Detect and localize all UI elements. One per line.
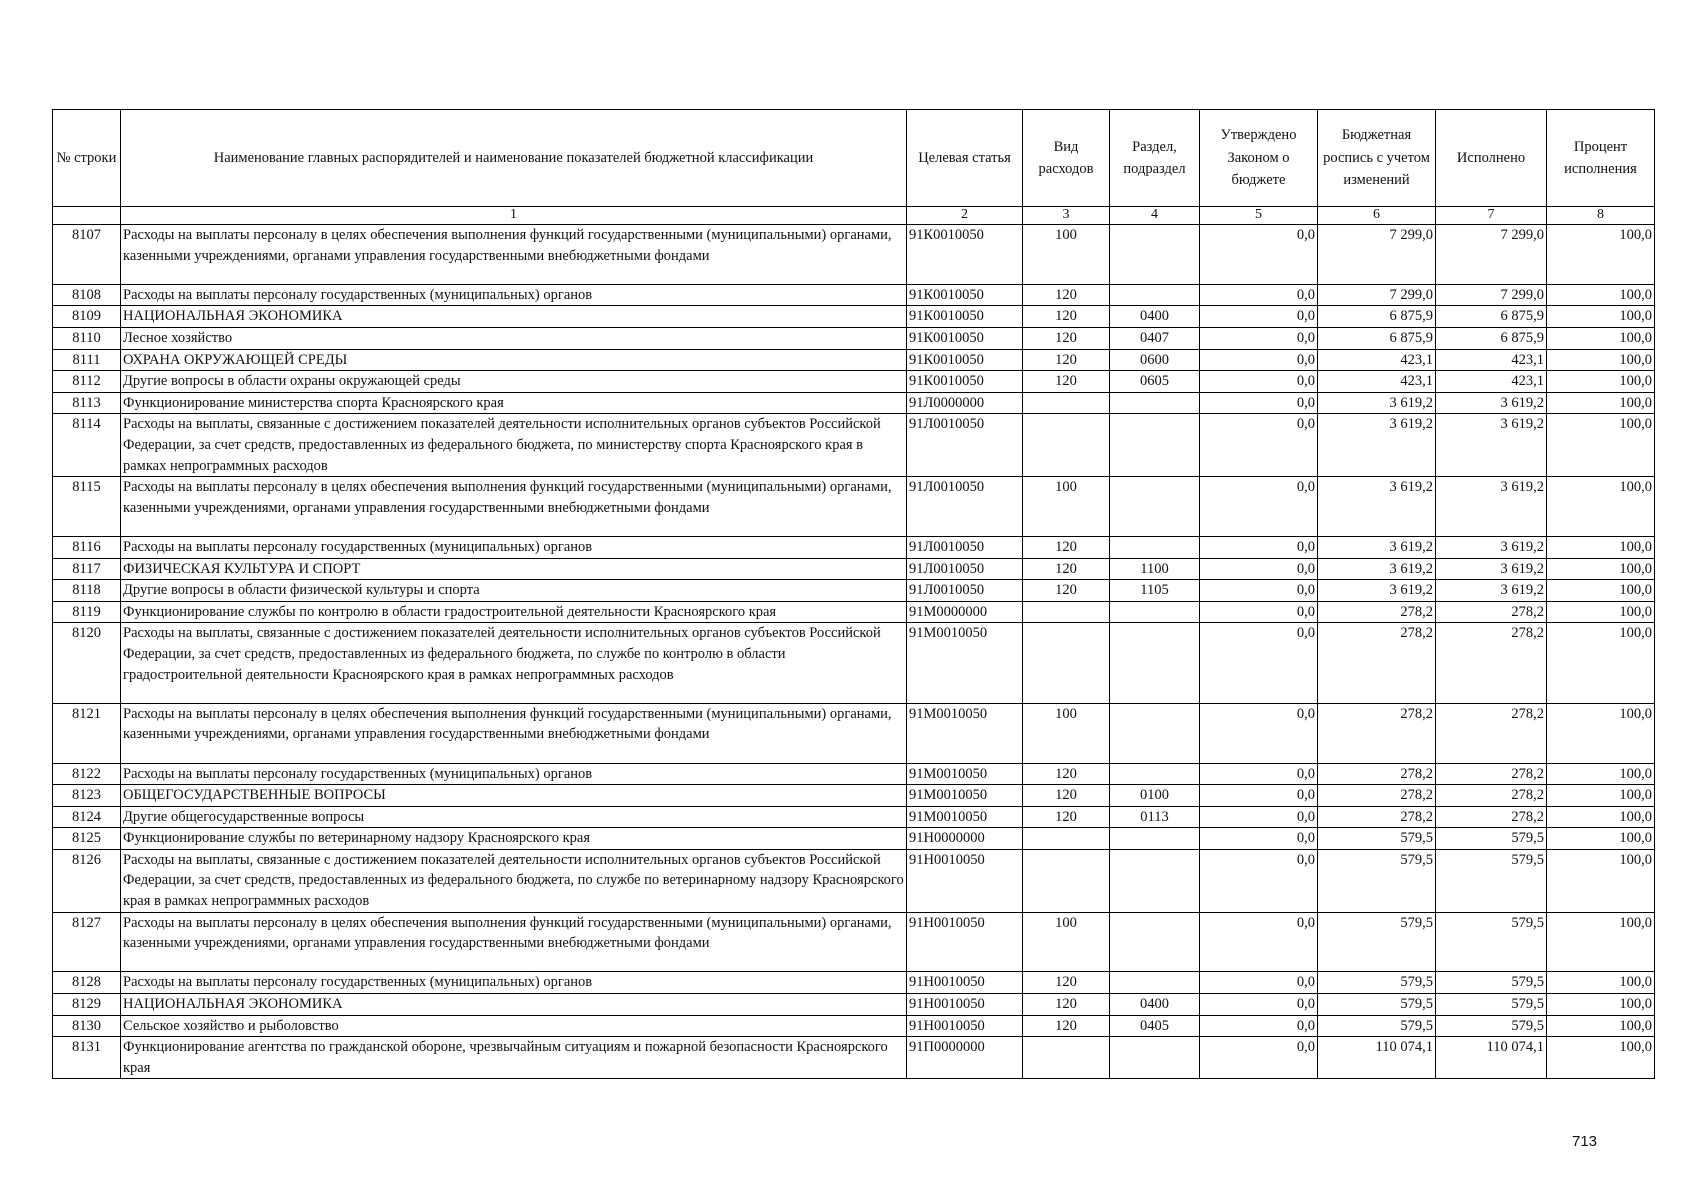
table-row <box>53 1015 1655 1037</box>
budget-roll-amount: 7 299,0 <box>1318 225 1436 285</box>
executed-amount: 3 619,2 <box>1436 392 1547 414</box>
executed-amount: 579,5 <box>1436 972 1547 994</box>
target-article: 91К0010050 <box>907 225 1023 285</box>
column-number-row <box>53 207 1655 225</box>
row-name: НАЦИОНАЛЬНАЯ ЭКОНОМИКА <box>121 306 907 328</box>
budget-roll-amount: 278,2 <box>1318 785 1436 807</box>
column-number: 2 <box>907 207 1023 225</box>
row-number: 8112 <box>53 371 121 393</box>
approved-amount: 0,0 <box>1200 972 1318 994</box>
approved-amount: 0,0 <box>1200 1015 1318 1037</box>
row-number: 8114 <box>53 414 121 477</box>
row-name: Другие вопросы в области физической культуры и спорта <box>121 580 907 602</box>
table-body <box>53 225 1655 1079</box>
table-row <box>53 536 1655 558</box>
execution-percent: 100,0 <box>1547 225 1655 285</box>
row-name: Функционирование министерства спорта Красноярского края <box>121 392 907 414</box>
approved-amount: 0,0 <box>1200 349 1318 371</box>
approved-amount: 0,0 <box>1200 849 1318 912</box>
table-row <box>53 371 1655 393</box>
expense-type <box>1023 828 1110 850</box>
row-name: Расходы на выплаты персоналу в целях обеспечения выполнения функций государственными (муниципальными) органами, казенными учреждениями, органами управления государственными внебюджетными фондами <box>121 477 907 537</box>
target-article: 91Л0000000 <box>907 392 1023 414</box>
expense-type <box>1023 414 1110 477</box>
execution-percent: 100,0 <box>1547 849 1655 912</box>
target-article: 91М0010050 <box>907 785 1023 807</box>
approved-amount: 0,0 <box>1200 828 1318 850</box>
expense-type: 120 <box>1023 1015 1110 1037</box>
approved-amount: 0,0 <box>1200 306 1318 328</box>
approved-amount: 0,0 <box>1200 580 1318 602</box>
approved-amount: 0,0 <box>1200 414 1318 477</box>
target-article: 91П0000000 <box>907 1037 1023 1079</box>
target-article: 91М0010050 <box>907 806 1023 828</box>
row-name: НАЦИОНАЛЬНАЯ ЭКОНОМИКА <box>121 994 907 1016</box>
table-row <box>53 284 1655 306</box>
target-article: 91Л0010050 <box>907 536 1023 558</box>
executed-amount: 6 875,9 <box>1436 327 1547 349</box>
table-row <box>53 623 1655 703</box>
approved-amount: 0,0 <box>1200 477 1318 537</box>
table-row <box>53 477 1655 537</box>
budget-roll-amount: 579,5 <box>1318 912 1436 972</box>
budget-table <box>52 109 1655 1079</box>
row-name: Функционирование агентства по гражданской обороне, чрезвычайным ситуациям и пожарной безопасности Красноярского края <box>121 1037 907 1079</box>
execution-percent: 100,0 <box>1547 414 1655 477</box>
target-article: 91М0010050 <box>907 623 1023 703</box>
row-number: 8130 <box>53 1015 121 1037</box>
table-row <box>53 580 1655 602</box>
row-number: 8109 <box>53 306 121 328</box>
budget-roll-amount: 3 619,2 <box>1318 477 1436 537</box>
target-article: 91К0010050 <box>907 327 1023 349</box>
target-article: 91К0010050 <box>907 306 1023 328</box>
section-subsection <box>1110 828 1200 850</box>
executed-amount: 7 299,0 <box>1436 284 1547 306</box>
approved-amount: 0,0 <box>1200 703 1318 763</box>
table-row <box>53 994 1655 1016</box>
table-row <box>53 763 1655 785</box>
table-row <box>53 327 1655 349</box>
executed-amount: 278,2 <box>1436 806 1547 828</box>
approved-amount: 0,0 <box>1200 1037 1318 1079</box>
table-row <box>53 849 1655 912</box>
section-subsection <box>1110 536 1200 558</box>
expense-type <box>1023 623 1110 703</box>
expense-type <box>1023 1037 1110 1079</box>
row-number: 8118 <box>53 580 121 602</box>
header-row <box>53 110 1655 207</box>
executed-amount: 423,1 <box>1436 349 1547 371</box>
section-subsection <box>1110 1037 1200 1079</box>
execution-percent: 100,0 <box>1547 623 1655 703</box>
executed-amount: 278,2 <box>1436 623 1547 703</box>
executed-amount: 3 619,2 <box>1436 536 1547 558</box>
executed-amount: 579,5 <box>1436 994 1547 1016</box>
row-name: ОХРАНА ОКРУЖАЮЩЕЙ СРЕДЫ <box>121 349 907 371</box>
row-name: Расходы на выплаты, связанные с достижением показателей деятельности исполнительных органов субъектов Российской Федерации, за счет средств, предоставленных из федерального бюджета, по министерству спорта Красноярского края в рамках непрограммных расходов <box>121 414 907 477</box>
section-subsection <box>1110 392 1200 414</box>
header-code: Целевая статья <box>907 110 1023 207</box>
execution-percent: 100,0 <box>1547 284 1655 306</box>
expense-type: 120 <box>1023 785 1110 807</box>
executed-amount: 579,5 <box>1436 1015 1547 1037</box>
table-row <box>53 392 1655 414</box>
executed-amount: 579,5 <box>1436 912 1547 972</box>
executed-amount: 278,2 <box>1436 601 1547 623</box>
row-number: 8129 <box>53 994 121 1016</box>
table-row <box>53 828 1655 850</box>
budget-roll-amount: 278,2 <box>1318 763 1436 785</box>
budget-roll-amount: 579,5 <box>1318 849 1436 912</box>
execution-percent: 100,0 <box>1547 477 1655 537</box>
row-number: 8113 <box>53 392 121 414</box>
section-subsection: 0600 <box>1110 349 1200 371</box>
row-number: 8115 <box>53 477 121 537</box>
row-name: Расходы на выплаты персоналу в целях обеспечения выполнения функций государственными (муниципальными) органами, казенными учреждениями, органами управления государственными внебюджетными фондами <box>121 912 907 972</box>
section-subsection: 0100 <box>1110 785 1200 807</box>
target-article: 91К0010050 <box>907 349 1023 371</box>
column-number: 7 <box>1436 207 1547 225</box>
expense-type: 100 <box>1023 225 1110 285</box>
table-row <box>53 601 1655 623</box>
row-number: 8116 <box>53 536 121 558</box>
row-number: 8122 <box>53 763 121 785</box>
expense-type: 120 <box>1023 327 1110 349</box>
row-name: Другие общегосударственные вопросы <box>121 806 907 828</box>
column-number-blank <box>53 207 121 225</box>
target-article: 91Н0010050 <box>907 994 1023 1016</box>
executed-amount: 3 619,2 <box>1436 414 1547 477</box>
target-article: 91К0010050 <box>907 371 1023 393</box>
approved-amount: 0,0 <box>1200 601 1318 623</box>
target-article: 91Н0000000 <box>907 828 1023 850</box>
header-num: № строки <box>53 110 121 207</box>
table-row <box>53 1037 1655 1079</box>
executed-amount: 110 074,1 <box>1436 1037 1547 1079</box>
execution-percent: 100,0 <box>1547 994 1655 1016</box>
expense-type: 120 <box>1023 558 1110 580</box>
budget-roll-amount: 278,2 <box>1318 601 1436 623</box>
executed-amount: 3 619,2 <box>1436 477 1547 537</box>
executed-amount: 6 875,9 <box>1436 306 1547 328</box>
approved-amount: 0,0 <box>1200 536 1318 558</box>
execution-percent: 100,0 <box>1547 601 1655 623</box>
execution-percent: 100,0 <box>1547 327 1655 349</box>
execution-percent: 100,0 <box>1547 349 1655 371</box>
expense-type: 120 <box>1023 972 1110 994</box>
expense-type: 100 <box>1023 477 1110 537</box>
row-number: 8131 <box>53 1037 121 1079</box>
table-row <box>53 912 1655 972</box>
execution-percent: 100,0 <box>1547 785 1655 807</box>
expense-type: 120 <box>1023 994 1110 1016</box>
approved-amount: 0,0 <box>1200 392 1318 414</box>
execution-percent: 100,0 <box>1547 371 1655 393</box>
execution-percent: 100,0 <box>1547 828 1655 850</box>
expense-type: 100 <box>1023 703 1110 763</box>
column-number: 1 <box>121 207 907 225</box>
section-subsection <box>1110 623 1200 703</box>
executed-amount: 423,1 <box>1436 371 1547 393</box>
section-subsection <box>1110 703 1200 763</box>
budget-roll-amount: 579,5 <box>1318 972 1436 994</box>
header-kind: Вид расходов <box>1023 110 1110 207</box>
approved-amount: 0,0 <box>1200 912 1318 972</box>
table-row <box>53 558 1655 580</box>
execution-percent: 100,0 <box>1547 806 1655 828</box>
target-article: 91М0010050 <box>907 703 1023 763</box>
budget-roll-amount: 3 619,2 <box>1318 414 1436 477</box>
budget-roll-amount: 3 619,2 <box>1318 392 1436 414</box>
column-number: 8 <box>1547 207 1655 225</box>
row-number: 8128 <box>53 972 121 994</box>
row-number: 8117 <box>53 558 121 580</box>
page-number: 713 <box>1572 1133 1598 1150</box>
header-name: Наименование главных распорядителей и наименование показателей бюджетной классификации <box>121 110 907 207</box>
target-article: 91Л0010050 <box>907 580 1023 602</box>
section-subsection: 1100 <box>1110 558 1200 580</box>
budget-roll-amount: 579,5 <box>1318 828 1436 850</box>
target-article: 91М0010050 <box>907 763 1023 785</box>
budget-roll-amount: 6 875,9 <box>1318 306 1436 328</box>
expense-type <box>1023 392 1110 414</box>
row-number: 8107 <box>53 225 121 285</box>
row-name: ФИЗИЧЕСКАЯ КУЛЬТУРА И СПОРТ <box>121 558 907 580</box>
budget-roll-amount: 579,5 <box>1318 994 1436 1016</box>
execution-percent: 100,0 <box>1547 392 1655 414</box>
expense-type: 120 <box>1023 306 1110 328</box>
execution-percent: 100,0 <box>1547 558 1655 580</box>
target-article: 91Л0010050 <box>907 477 1023 537</box>
row-name: Расходы на выплаты, связанные с достижением показателей деятельности исполнительных органов субъектов Российской Федерации, за счет средств, предоставленных из федерального бюджета, по службе по контролю в области градостроительной деятельности Красноярского края в рамках непрограммных расходов <box>121 623 907 703</box>
executed-amount: 3 619,2 <box>1436 558 1547 580</box>
budget-roll-amount: 579,5 <box>1318 1015 1436 1037</box>
budget-roll-amount: 6 875,9 <box>1318 327 1436 349</box>
row-number: 8127 <box>53 912 121 972</box>
budget-roll-amount: 110 074,1 <box>1318 1037 1436 1079</box>
execution-percent: 100,0 <box>1547 912 1655 972</box>
expense-type <box>1023 601 1110 623</box>
row-name: Расходы на выплаты персоналу государственных (муниципальных) органов <box>121 763 907 785</box>
expense-type: 120 <box>1023 763 1110 785</box>
expense-type: 120 <box>1023 806 1110 828</box>
row-number: 8111 <box>53 349 121 371</box>
row-number: 8110 <box>53 327 121 349</box>
approved-amount: 0,0 <box>1200 785 1318 807</box>
table-row <box>53 306 1655 328</box>
execution-percent: 100,0 <box>1547 703 1655 763</box>
row-name: Расходы на выплаты персоналу в целях обеспечения выполнения функций государственными (муниципальными) органами, казенными учреждениями, органами управления государственными внебюджетными фондами <box>121 703 907 763</box>
approved-amount: 0,0 <box>1200 225 1318 285</box>
row-name: Расходы на выплаты персоналу государственных (муниципальных) органов <box>121 536 907 558</box>
executed-amount: 7 299,0 <box>1436 225 1547 285</box>
row-number: 8120 <box>53 623 121 703</box>
section-subsection <box>1110 225 1200 285</box>
approved-amount: 0,0 <box>1200 284 1318 306</box>
header-roll: Бюджетная роспись с учетом изменений <box>1318 110 1436 207</box>
target-article: 91М0000000 <box>907 601 1023 623</box>
target-article: 91Н0010050 <box>907 1015 1023 1037</box>
expense-type: 100 <box>1023 912 1110 972</box>
section-subsection: 0400 <box>1110 306 1200 328</box>
approved-amount: 0,0 <box>1200 623 1318 703</box>
row-name: Расходы на выплаты персоналу государственных (муниципальных) органов <box>121 972 907 994</box>
budget-roll-amount: 278,2 <box>1318 623 1436 703</box>
row-name: Расходы на выплаты, связанные с достижением показателей деятельности исполнительных органов субъектов Российской Федерации, за счет средств, предоставленных из федерального бюджета, по службе по ветеринарному надзору Красноярского края в рамках непрограммных расходов <box>121 849 907 912</box>
header-percent: Процент исполнения <box>1547 110 1655 207</box>
header-section: Раздел, подраздел <box>1110 110 1200 207</box>
row-name: Сельское хозяйство и рыболовство <box>121 1015 907 1037</box>
section-subsection: 0605 <box>1110 371 1200 393</box>
table-row <box>53 225 1655 285</box>
header-executed: Исполнено <box>1436 110 1547 207</box>
target-article: 91Н0010050 <box>907 912 1023 972</box>
row-number: 8123 <box>53 785 121 807</box>
target-article: 91Н0010050 <box>907 972 1023 994</box>
approved-amount: 0,0 <box>1200 994 1318 1016</box>
executed-amount: 3 619,2 <box>1436 580 1547 602</box>
approved-amount: 0,0 <box>1200 763 1318 785</box>
section-subsection <box>1110 972 1200 994</box>
row-name: ОБЩЕГОСУДАРСТВЕННЫЕ ВОПРОСЫ <box>121 785 907 807</box>
expense-type: 120 <box>1023 284 1110 306</box>
header-approved: Утверждено Законом о бюджете <box>1200 110 1318 207</box>
budget-roll-amount: 278,2 <box>1318 806 1436 828</box>
row-name: Функционирование службы по ветеринарному надзору Красноярского края <box>121 828 907 850</box>
column-number: 4 <box>1110 207 1200 225</box>
row-number: 8126 <box>53 849 121 912</box>
target-article: 91Л0010050 <box>907 558 1023 580</box>
row-name: Функционирование службы по контролю в области градостроительной деятельности Красноярского края <box>121 601 907 623</box>
executed-amount: 579,5 <box>1436 849 1547 912</box>
section-subsection: 1105 <box>1110 580 1200 602</box>
budget-roll-amount: 278,2 <box>1318 703 1436 763</box>
approved-amount: 0,0 <box>1200 558 1318 580</box>
budget-roll-amount: 3 619,2 <box>1318 558 1436 580</box>
executed-amount: 278,2 <box>1436 703 1547 763</box>
row-name: Другие вопросы в области охраны окружающей среды <box>121 371 907 393</box>
section-subsection <box>1110 601 1200 623</box>
section-subsection <box>1110 849 1200 912</box>
table-row <box>53 703 1655 763</box>
execution-percent: 100,0 <box>1547 580 1655 602</box>
table-row <box>53 414 1655 477</box>
row-name: Расходы на выплаты персоналу в целях обеспечения выполнения функций государственными (муниципальными) органами, казенными учреждениями, органами управления государственными внебюджетными фондами <box>121 225 907 285</box>
expense-type: 120 <box>1023 580 1110 602</box>
column-number: 6 <box>1318 207 1436 225</box>
execution-percent: 100,0 <box>1547 1015 1655 1037</box>
section-subsection <box>1110 477 1200 537</box>
section-subsection: 0113 <box>1110 806 1200 828</box>
column-number: 3 <box>1023 207 1110 225</box>
section-subsection: 0405 <box>1110 1015 1200 1037</box>
executed-amount: 278,2 <box>1436 785 1547 807</box>
table-row <box>53 785 1655 807</box>
target-article: 91Л0010050 <box>907 414 1023 477</box>
row-number: 8124 <box>53 806 121 828</box>
execution-percent: 100,0 <box>1547 972 1655 994</box>
executed-amount: 278,2 <box>1436 763 1547 785</box>
execution-percent: 100,0 <box>1547 763 1655 785</box>
row-name: Расходы на выплаты персоналу государственных (муниципальных) органов <box>121 284 907 306</box>
expense-type <box>1023 849 1110 912</box>
row-number: 8119 <box>53 601 121 623</box>
section-subsection <box>1110 284 1200 306</box>
section-subsection: 0407 <box>1110 327 1200 349</box>
column-number: 5 <box>1200 207 1318 225</box>
budget-roll-amount: 423,1 <box>1318 371 1436 393</box>
approved-amount: 0,0 <box>1200 371 1318 393</box>
row-number: 8125 <box>53 828 121 850</box>
table-row <box>53 806 1655 828</box>
budget-roll-amount: 3 619,2 <box>1318 536 1436 558</box>
expense-type: 120 <box>1023 371 1110 393</box>
section-subsection <box>1110 763 1200 785</box>
execution-percent: 100,0 <box>1547 306 1655 328</box>
budget-roll-amount: 7 299,0 <box>1318 284 1436 306</box>
row-number: 8121 <box>53 703 121 763</box>
target-article: 91К0010050 <box>907 284 1023 306</box>
section-subsection: 0400 <box>1110 994 1200 1016</box>
budget-roll-amount: 3 619,2 <box>1318 580 1436 602</box>
section-subsection <box>1110 912 1200 972</box>
approved-amount: 0,0 <box>1200 327 1318 349</box>
table-row <box>53 349 1655 371</box>
execution-percent: 100,0 <box>1547 536 1655 558</box>
section-subsection <box>1110 414 1200 477</box>
execution-percent: 100,0 <box>1547 1037 1655 1079</box>
expense-type: 120 <box>1023 536 1110 558</box>
row-name: Лесное хозяйство <box>121 327 907 349</box>
expense-type: 120 <box>1023 349 1110 371</box>
table-row <box>53 972 1655 994</box>
budget-roll-amount: 423,1 <box>1318 349 1436 371</box>
approved-amount: 0,0 <box>1200 806 1318 828</box>
target-article: 91Н0010050 <box>907 849 1023 912</box>
executed-amount: 579,5 <box>1436 828 1547 850</box>
row-number: 8108 <box>53 284 121 306</box>
